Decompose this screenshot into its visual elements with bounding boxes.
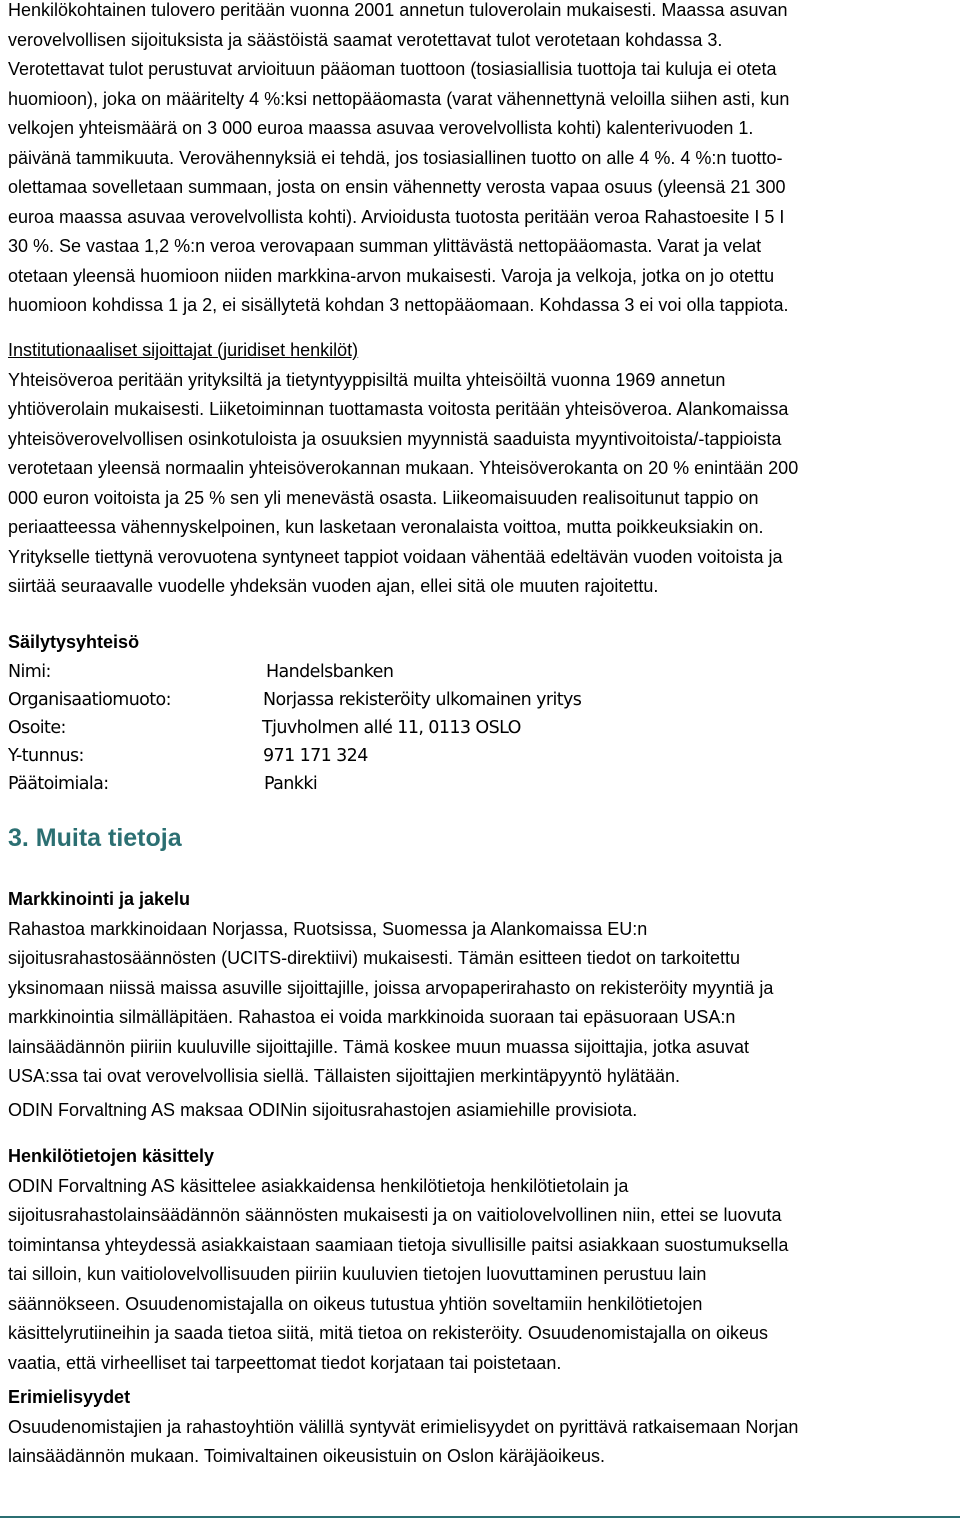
- custodian-row: [8, 658, 948, 686]
- marketing-line: sijoitusrahastosäännösten (UCITS-direktiivi) mukaisesti. Tämän esitteen tiedot on tarkoitettu: [8, 948, 740, 968]
- custodian-value: Norjassa rekisteröity ulkomainen yritys: [263, 689, 582, 710]
- intro-line: huomioon kohdissa 1 ja 2, ei sisällytetä kohdan 3 nettopääomaan. Kohdassa 3 ei voi olla tappiota.: [8, 295, 789, 315]
- institutional-line: 000 euron voitoista ja 25 % sen yli menevästä osasta. Liikeomaisuuden realisoitunut tappio on: [8, 487, 759, 508]
- marketing-section: [8, 885, 773, 1092]
- intro-line: 30 %. Se vastaa 1,2 %:n veroa verovapaan summan ylittävästä nettopääomasta. Varat ja velat: [8, 236, 762, 256]
- institutional-line: yhteisöverovelvollisen osinkotuloista ja osuuksien myynnistä saaduista myyntivoitoista/-tappioista: [8, 428, 782, 449]
- section-title: 3. Muita tietoja: [8, 824, 182, 852]
- custodian-table: [8, 658, 948, 798]
- custodian-label: Nimi:: [8, 661, 51, 682]
- personal-data-line: tai silloin, kun vaitiolovelvollisuuden piiriin kuuluvien tietojen luovuttaminen perustuu lain: [8, 1264, 707, 1284]
- custodian-heading: Säilytysyhteisö: [8, 632, 140, 652]
- custodian-section: [8, 628, 948, 798]
- personal-data-line: ODIN Forvaltning AS käsittelee asiakkaidensa henkilötietoja henkilötietolain ja: [8, 1175, 629, 1196]
- marketing-line: yksinomaan niissä maissa asuville sijoittajille, joissa arvopaperirahasto on rekisteröity myyntiä ja: [8, 977, 774, 998]
- intro-line: päivänä tammikuuta. Verovähennyksiä ei tehdä, jos tosiasiallinen tuotto on alle 4 %. 4 %:n tuotto-: [8, 147, 783, 168]
- marketing-line: Rahastoa markkinoidaan Norjassa, Ruotsissa, Suomessa ja Alankomaissa EU:n: [8, 918, 648, 939]
- custodian-row: [8, 742, 948, 770]
- personal-data-line: toimintansa yhteydessä asiakkaistaan saamiaan tietoja sivullisille paitsi asiakkaan suostumuksella: [8, 1234, 789, 1255]
- institutional-line: periaatteessa vähennyskelpoinen, kun lasketaan veronalaista voittoa, mutta poikkeuksiakin on.: [8, 517, 764, 537]
- intro-paragraph: [8, 0, 789, 321]
- custodian-value: Tjuvholmen allé 11, 0113 OSLO: [262, 717, 521, 738]
- institutional-line: Yritykselle tiettynä verovuotena syntyneet tappiot voidaan vähentää edeltävän vuoden voitoista ja: [8, 546, 783, 567]
- intro-line: Henkilökohtainen tulovero peritään vuonna 2001 annetun tuloverolain mukaisesti. Maassa asuvan: [8, 0, 788, 20]
- custodian-value: Pankki: [264, 773, 318, 794]
- personal-data-heading: Henkilötietojen käsittely: [8, 1146, 215, 1166]
- marketing-heading: Markkinointi ja jakelu: [8, 889, 191, 909]
- institutional-section: [8, 336, 798, 602]
- custodian-value: 971 171 324: [263, 745, 368, 766]
- custodian-label: Y-tunnus:: [8, 745, 84, 766]
- institutional-line: siirtää seuraavalle vuodelle yhdeksän vuoden ajan, ellei sitä ole muuten rajoitettu.: [8, 576, 659, 596]
- disputes-line: lainsäädännön mukaan. Toimivaltainen oikeusistuin on Oslon käräjäoikeus.: [8, 1446, 606, 1466]
- disputes-section: [8, 1383, 798, 1472]
- custodian-value: Handelsbanken: [266, 661, 394, 682]
- disputes-heading: Erimielisyydet: [8, 1387, 131, 1407]
- marketing-line: markkinointia silmälläpitäen. Rahastoa ei voida markkinoida suoraan tai epäsuoraan USA:n: [8, 1007, 736, 1027]
- provision-paragraph: ODIN Forvaltning AS maksaa ODINin sijoitusrahastojen asiamiehille provisiota.: [8, 1100, 638, 1120]
- intro-line: verovelvollisen sijoituksista ja säästöistä saamat verotettavat tulot verotetaan kohdassa 3.: [8, 29, 723, 50]
- personal-data-line: säännökseen. Osuudenomistajalla on oikeus tutustua yhtiön soveltamiin henkilötietojen: [8, 1293, 703, 1314]
- intro-line: otetaan yleensä huomioon niiden markkina-arvon mukaisesti. Varoja ja velkoja, jotka on jo otettu: [8, 265, 775, 286]
- institutional-line: Yhteisöveroa peritään yrityksiltä ja tietyntyyppisiltä muilta yhteisöiltä vuonna 1969 annetun: [8, 369, 726, 390]
- disputes-line: Osuudenomistajien ja rahastoyhtiön välillä syntyvät erimielisyydet on pyrittävä ratkaisemaan Norjan: [8, 1416, 799, 1437]
- custodian-row: [8, 770, 948, 798]
- custodian-label: Organisaatiomuoto:: [8, 689, 171, 710]
- personal-data-line: käsittelyrutiineihin ja saada tietoa siitä, mitä tietoa on rekisteröity. Osuudenomistajalla on oikeus: [8, 1323, 769, 1343]
- intro-line: olettamaa sovelletaan summaan, josta on ensin vähennetty verosta vapaa osuus (yleensä 21 300: [8, 177, 786, 197]
- custodian-row: [8, 714, 948, 742]
- personal-data-section: [8, 1142, 788, 1378]
- custodian-label: Päätoimiala:: [8, 773, 109, 794]
- intro-line: velkojen yhteismäärä on 3 000 euroa maassa asuvaa verovelvollista kohti) kalenterivuoden 1.: [8, 118, 754, 138]
- custodian-row: [8, 686, 948, 714]
- custodian-label: Osoite:: [8, 717, 66, 738]
- intro-line: Verotettavat tulot perustuvat arvioituun pääoman tuottoon (tosiasiallisia tuottoja tai kuluja ei oteta: [8, 59, 777, 79]
- institutional-heading: Institutionaaliset sijoittajat (juridiset henkilöt): [8, 340, 359, 360]
- institutional-line: yhtiöverolain mukaisesti. Liiketoiminnan tuottamasta voitosta peritään yhteisöveroa. Alankomaissa: [8, 399, 789, 419]
- marketing-line: lainsäädännön piiriin kuuluville sijoittajille. Tämä koskee muun muassa sijoittajia, jotka asuvat: [8, 1036, 750, 1057]
- institutional-line: verotetaan yleensä normaalin yhteisöverokannan mukaan. Yhteisöverokanta on 20 % enintään 200: [8, 458, 799, 478]
- marketing-line: USA:ssa tai ovat verovelvollisia siellä. Tällaisten sijoittajien merkintäpyyntö hylätään.: [8, 1066, 680, 1086]
- intro-line: euroa maassa asuvaa verovelvollista kohti). Arvioidusta tuotosta peritään veroa Rahastoesite I 5 I: [8, 206, 785, 227]
- intro-line: huomioon), joka on määritelty 4 %:ksi nettopääomasta (varat vähennettynä veloilla siihen asti, kun: [8, 88, 790, 109]
- personal-data-line: vaatia, että virheelliset tai tarpeettomat tiedot korjataan tai poistetaan.: [8, 1352, 562, 1373]
- personal-data-line: sijoitusrahastolainsäädännön säännösten mukaisesti ja on vaitiolovelvollinen niin, ettei se luovuta: [8, 1205, 782, 1225]
